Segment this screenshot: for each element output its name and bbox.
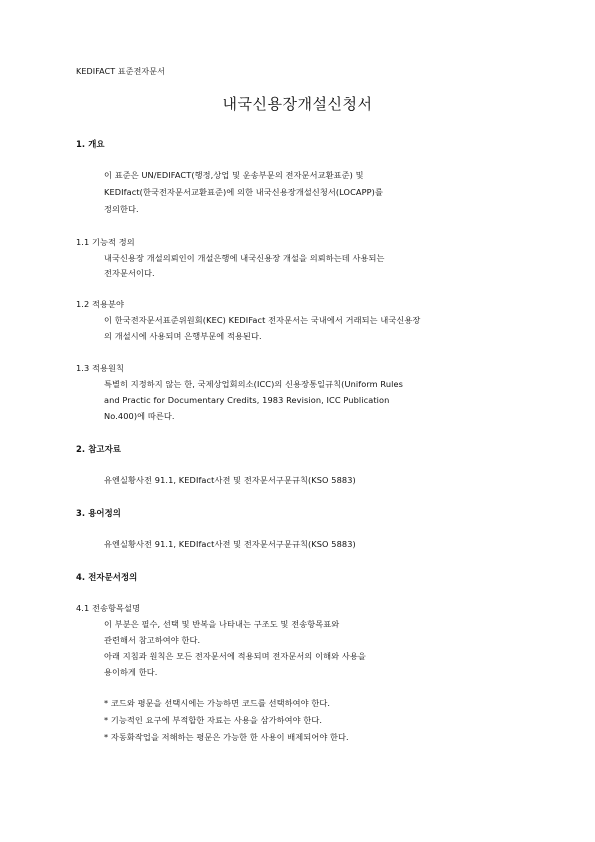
section-1-3-heading: 1.3 적용원칙 bbox=[76, 363, 125, 373]
section-4-1-bullet-3: * 자동화작업을 저해하는 평문은 가능한 한 사용이 배제되어야 한다. bbox=[104, 732, 349, 742]
section-2-line: 유엔실황사전 91.1, KEDIfact사전 및 전자문서구문규칙(KSO 5883) bbox=[104, 475, 356, 485]
section-1-intro-line-2: KEDIfact(한국전자문서교환표준)에 의한 내국신용장개설신청서(LOCAPP)를 bbox=[104, 187, 383, 197]
section-1-3-line-1: 특별히 지정하지 않는 한, 국제상업회의소(ICC)의 신용장통일규칙(Uniform Rules bbox=[104, 379, 404, 389]
section-3-heading: 3. 용어정의 bbox=[76, 508, 121, 518]
section-1-2-line-1: 이 한국전자문서표준위원회(KEC) KEDIFact 전자문서는 국내에서 거래되는 내국신용장 bbox=[104, 315, 421, 325]
section-1-1-line-1: 내국신용장 개설의뢰인이 개설은행에 내국신용장 개설을 의뢰하는데 사용되는 bbox=[104, 253, 385, 263]
section-4-heading: 4. 전자문서정의 bbox=[76, 572, 138, 582]
section-1-heading: 1. 개요 bbox=[76, 139, 105, 149]
section-4-1-line-4: 용이하게 한다. bbox=[104, 667, 158, 677]
section-1-2-line-2: 의 개설시에 사용되며 은행부문에 적용된다. bbox=[104, 331, 262, 341]
section-1-3-line-2: and Practic for Documentary Credits, 1983 Revision, ICC Publication bbox=[104, 395, 390, 405]
section-4-1-line-1: 이 부분은 필수, 선택 및 반복을 나타내는 구조도 및 전송항목표와 bbox=[104, 619, 340, 629]
section-1-1-heading: 1.1 기능적 정의 bbox=[76, 237, 135, 247]
section-4-1-heading: 4.1 전송항목설명 bbox=[76, 603, 141, 613]
section-1-1-line-2: 전자문서이다. bbox=[104, 268, 155, 278]
section-1-2-heading: 1.2 적용분야 bbox=[76, 299, 125, 309]
section-4-1-line-3: 아래 지침과 원칙은 모든 전자문서에 적용되며 전자문서의 이해와 사용을 bbox=[104, 651, 366, 661]
document-header: KEDIFACT 표준전자문서 bbox=[76, 67, 165, 76]
section-1-3-line-3: No.400)에 따른다. bbox=[104, 411, 175, 421]
section-3-line: 유엔실황사전 91.1, KEDIfact사전 및 전자문서구문규칙(KSO 5883) bbox=[104, 539, 356, 549]
section-4-1-bullet-1: * 코드와 평문을 선택시에는 가능하면 코드를 선택하여야 한다. bbox=[104, 698, 331, 708]
section-4-1-bullet-2: * 기능적인 요구에 부적합한 자료는 사용을 삼가하여야 한다. bbox=[104, 715, 323, 725]
section-2-heading: 2. 참고자료 bbox=[76, 444, 121, 454]
document-title: 내국신용장개설신청서 bbox=[222, 95, 373, 113]
section-1-intro-line-3: 정의한다. bbox=[104, 204, 139, 214]
section-1-intro-line-1: 이 표준은 UN/EDIFACT(행정,상업 및 운송부문의 전자문서교환표준) 및 bbox=[104, 170, 364, 180]
section-4-1-line-2: 관련해서 참고하여야 한다. bbox=[104, 635, 201, 645]
